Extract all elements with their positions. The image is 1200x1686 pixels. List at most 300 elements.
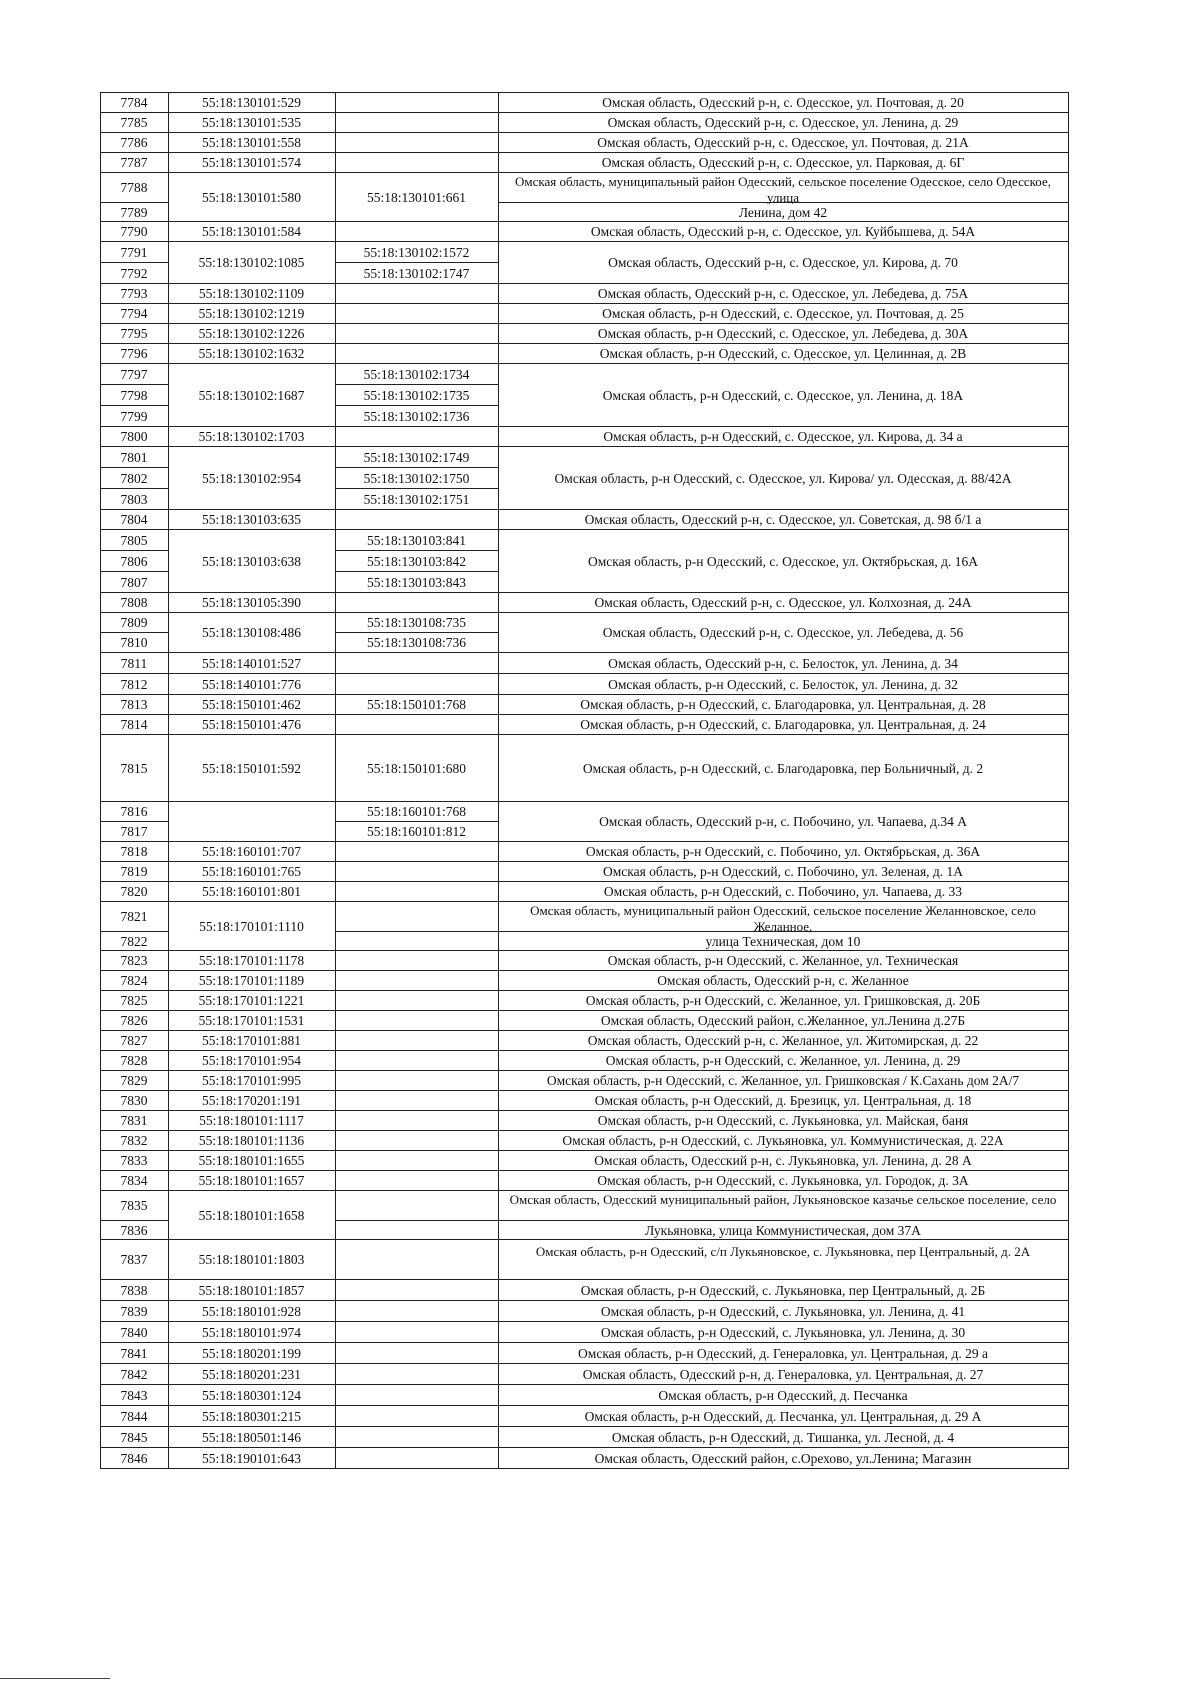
table-row-divider (168, 673, 335, 674)
address: Омская область, Одесский р-н, с. Лукьяновка, ул. Ленина, д. 28 А (594, 1153, 972, 1168)
row-number: 7785 (120, 115, 148, 130)
cadastral-number: 55:18:130102:954 (201, 471, 301, 486)
linked-cadastral-number (337, 429, 496, 445)
table-column-divider (168, 92, 169, 1469)
table-row-divider (335, 632, 498, 633)
table-row-divider (335, 1321, 498, 1322)
table-row-divider (498, 1110, 1068, 1111)
table-column-divider (498, 92, 499, 1469)
linked-cadastral-number (337, 884, 496, 900)
row-number: 7814 (120, 717, 148, 732)
table-row-divider (100, 343, 168, 344)
table-row-divider (100, 1405, 168, 1406)
table-row-divider (498, 861, 1068, 862)
table-row-divider (335, 901, 498, 902)
linked-cadastral-number: 55:18:150101:768 (366, 697, 466, 712)
address: Омская область, р-н Одесский, с. Одесское, ул. Лебедева, д. 30А (597, 326, 969, 341)
table-row-divider (498, 714, 1068, 715)
table-row-divider (100, 950, 168, 951)
linked-cadastral-number (337, 934, 496, 950)
table-row-divider (498, 303, 1068, 304)
table-row-divider (335, 446, 498, 447)
table-row-divider (100, 262, 168, 263)
table-row-divider (335, 673, 498, 674)
address: Омская область, р-н Одесский, с. Белосток, ул. Ленина, д. 32 (608, 677, 958, 692)
table-row-divider (168, 283, 335, 284)
table-row-divider (335, 241, 498, 242)
table-row-divider (100, 734, 168, 735)
table-row-divider (168, 1426, 335, 1427)
table-column-divider (335, 92, 336, 1469)
table-row-divider (168, 1150, 335, 1151)
table-row-divider (168, 990, 335, 991)
table-row-divider (335, 1030, 498, 1031)
table-row-divider (100, 1426, 168, 1427)
address: Омская область, Одесский р-н, с. Желанное (657, 973, 909, 988)
table-row-divider (100, 405, 168, 406)
table-row-divider (335, 283, 498, 284)
table-row-divider (335, 970, 498, 971)
table-row-divider (100, 446, 168, 447)
table-row-divider (498, 1405, 1068, 1406)
row-number: 7810 (120, 635, 148, 650)
table-row-divider (168, 694, 335, 695)
table-row-divider (335, 343, 498, 344)
table-row-divider (498, 950, 1068, 951)
cadastral-number: 55:18:130101:558 (201, 135, 301, 150)
cadastral-number: 55:18:150101:462 (201, 697, 301, 712)
table-row-divider (335, 550, 498, 551)
row-number: 7797 (120, 367, 148, 382)
linked-cadastral-number (337, 595, 496, 611)
cadastral-number: 55:18:160101:801 (201, 884, 301, 899)
table-row-divider (168, 343, 335, 344)
table-row-divider (100, 132, 168, 133)
table-row-divider (168, 132, 335, 133)
row-number: 7795 (120, 326, 148, 341)
address: Омская область, р-н Одесский, с. Лукьяновка, ул. Ленина, д. 41 (600, 1304, 966, 1319)
row-number: 7843 (120, 1388, 148, 1403)
table-row-divider (100, 652, 168, 653)
linked-cadastral-number (337, 1073, 496, 1089)
linked-cadastral-number (337, 1153, 496, 1169)
cadastral-number: 55:18:180101:1657 (198, 1173, 305, 1188)
table-row-divider (168, 1363, 335, 1364)
table-row-divider (335, 1090, 498, 1091)
table-row-divider (100, 1300, 168, 1301)
table-row-divider (100, 1050, 168, 1051)
address: Омская область, р-н Одесский, с/п Лукьяновское, с. Лукьяновка, пер Центральный, д. 2А (535, 1244, 1031, 1259)
table-row-divider (335, 1010, 498, 1011)
table-row-divider (100, 841, 168, 842)
table-row-divider (100, 426, 168, 427)
row-number: 7834 (120, 1173, 148, 1188)
table-row-divider (168, 612, 335, 613)
table-row-divider (498, 990, 1068, 991)
row-number: 7809 (120, 615, 148, 630)
table-row-divider (335, 1342, 498, 1343)
row-number: 7811 (120, 656, 148, 671)
linked-cadastral-number (337, 1252, 496, 1268)
cadastral-number: 55:18:130102:1632 (198, 346, 305, 361)
cadastral-number: 55:18:160101:707 (201, 844, 301, 859)
table-row-divider (100, 1170, 168, 1171)
table-row-divider (498, 1426, 1068, 1427)
cadastral-number: 55:18:150101:476 (201, 717, 301, 732)
table-row-divider (100, 323, 168, 324)
row-number: 7802 (120, 471, 148, 486)
table-row-divider (498, 1070, 1068, 1071)
linked-cadastral-number: 55:18:130108:735 (366, 615, 466, 630)
table-row-divider (335, 841, 498, 842)
table-row-divider (100, 571, 168, 572)
table-row-divider (335, 1363, 498, 1364)
cadastral-number: 55:18:170101:881 (201, 1033, 301, 1048)
cadastral-number: 55:18:180101:1658 (198, 1208, 305, 1223)
row-number: 7819 (120, 864, 148, 879)
row-number: 7821 (120, 909, 148, 924)
table-row-divider (335, 1447, 498, 1448)
linked-cadastral-number: 55:18:130103:843 (366, 575, 466, 590)
row-number: 7807 (120, 575, 148, 590)
row-number: 7812 (120, 677, 148, 692)
table-row-divider (168, 901, 335, 902)
table-column-divider (100, 92, 101, 1469)
address: Омская область, р-н Одесский, с. Желанное, ул. Техническая (607, 953, 959, 968)
cadastral-number: 55:18:180101:1803 (198, 1252, 305, 1267)
linked-cadastral-number (337, 1409, 496, 1425)
linked-cadastral-number (337, 1430, 496, 1446)
table-row-divider (498, 612, 1068, 613)
cadastral-number: 55:18:180201:231 (201, 1367, 301, 1382)
table-row-divider (498, 1342, 1068, 1343)
linked-cadastral-number (337, 1053, 496, 1069)
table-row-divider (168, 801, 335, 802)
linked-cadastral-number (337, 1093, 496, 1109)
table-row-divider (335, 694, 498, 695)
linked-cadastral-number (337, 346, 496, 362)
table-row-divider (335, 1405, 498, 1406)
row-number: 7788 (120, 180, 148, 195)
row-number: 7813 (120, 697, 148, 712)
table-row-divider (498, 1030, 1068, 1031)
cadastral-number: 55:18:170101:995 (201, 1073, 301, 1088)
table-row-divider (498, 841, 1068, 842)
table-row-divider (168, 1239, 335, 1240)
table-row-divider (335, 1170, 498, 1171)
linked-cadastral-number (337, 656, 496, 672)
table-row-divider (100, 1468, 1069, 1469)
address: Омская область, Одесский р-н, с. Одесское, ул. Кирова, д. 70 (608, 255, 958, 270)
linked-cadastral-number: 55:18:130108:736 (366, 635, 466, 650)
table-row-divider (498, 446, 1068, 447)
table-row-divider (168, 1130, 335, 1131)
address: Омская область, р-н Одесский, с. Лукьяновка, пер Центральный, д. 2Б (580, 1283, 986, 1298)
row-number: 7791 (120, 245, 148, 260)
table-row-divider (100, 881, 168, 882)
table-row-divider (498, 241, 1068, 242)
table-row-divider (100, 970, 168, 971)
row-number: 7787 (120, 155, 148, 170)
cadastral-number: 55:18:180101:974 (201, 1325, 301, 1340)
cadastral-number: 55:18:130101:535 (201, 115, 301, 130)
linked-cadastral-number (337, 135, 496, 151)
table-row-divider (100, 1110, 168, 1111)
linked-cadastral-number: 55:18:160101:768 (366, 804, 466, 819)
address: Омская область, р-н Одесский, с. Побочино, ул. Чапаева, д. 33 (603, 884, 963, 899)
linked-cadastral-number (337, 1133, 496, 1149)
address: улица Техническая, дом 10 (705, 934, 861, 949)
cadastral-number: 55:18:180101:1655 (198, 1153, 305, 1168)
table-row-divider (498, 426, 1068, 427)
linked-cadastral-number (337, 864, 496, 880)
table-row-divider (498, 734, 1068, 735)
linked-cadastral-number (337, 1451, 496, 1467)
cadastral-number: 55:18:130101:529 (201, 95, 301, 110)
linked-cadastral-number (337, 1033, 496, 1049)
table-row-divider (100, 1130, 168, 1131)
table-row-divider (100, 1342, 168, 1343)
address: Омская область, р-н Одесский, с. Одесское, ул. Почтовая, д. 25 (602, 306, 964, 321)
row-number: 7796 (120, 346, 148, 361)
table-row-divider (100, 673, 168, 674)
row-number: 7840 (120, 1325, 148, 1340)
table-row-divider (168, 172, 335, 173)
row-number: 7793 (120, 286, 148, 301)
row-number: 7831 (120, 1113, 148, 1128)
table-row-divider (335, 990, 498, 991)
linked-cadastral-number: 55:18:150101:680 (366, 761, 466, 776)
row-number: 7842 (120, 1367, 148, 1382)
row-number: 7816 (120, 804, 148, 819)
table-row-divider (168, 1010, 335, 1011)
row-number: 7828 (120, 1053, 148, 1068)
table-row-divider (168, 861, 335, 862)
table-row-divider (335, 152, 498, 153)
row-number: 7818 (120, 844, 148, 859)
row-number: 7827 (120, 1033, 148, 1048)
table-row-divider (100, 152, 168, 153)
table-row-divider (498, 1300, 1068, 1301)
linked-cadastral-number (337, 286, 496, 302)
table-row-divider (335, 405, 498, 406)
table-row-divider (168, 1300, 335, 1301)
address: Омская область, р-н Одесский, с. Лукьяновка, ул. Городок, д. 3А (597, 1173, 969, 1188)
table-row-divider (168, 1321, 335, 1322)
table-row-divider (100, 801, 168, 802)
address: Омская область, муниципальный район Одесский, сельское поселение Одесское, село Одесское, улица (515, 174, 1051, 204)
cadastral-number: 55:18:140101:776 (201, 677, 301, 692)
row-number: 7792 (120, 266, 148, 281)
cadastral-number: 55:18:180101:1117 (199, 1113, 304, 1128)
cadastral-number: 55:18:130103:635 (201, 512, 301, 527)
table-row-divider (335, 384, 498, 385)
linked-cadastral-number (337, 973, 496, 989)
table-row-divider (100, 509, 168, 510)
table-row-divider (168, 221, 335, 222)
cadastral-number: 55:18:180101:1857 (198, 1283, 305, 1298)
table-row-divider (100, 112, 168, 113)
table-row-divider (168, 323, 335, 324)
row-number: 7820 (120, 884, 148, 899)
table-row-divider (100, 1321, 168, 1322)
table-row-divider (498, 283, 1068, 284)
table-row-divider (498, 1130, 1068, 1131)
table-row-divider (498, 363, 1068, 364)
linked-cadastral-number: 55:18:130101:661 (366, 190, 466, 205)
table-row-divider (335, 467, 498, 468)
linked-cadastral-number: 55:18:130102:1734 (363, 367, 470, 382)
linked-cadastral-number (337, 512, 496, 528)
table-row-divider (335, 1110, 498, 1111)
table-row-divider (498, 694, 1068, 695)
linked-cadastral-number: 55:18:130103:842 (366, 554, 466, 569)
table-row-divider (100, 931, 168, 932)
table-row-divider (498, 1050, 1068, 1051)
address: Омская область, р-н Одесский, с. Одесское, ул. Ленина, д. 18А (602, 388, 964, 403)
linked-cadastral-number (337, 1304, 496, 1320)
linked-cadastral-number (337, 1346, 496, 1362)
row-number: 7823 (120, 953, 148, 968)
table-row-divider (168, 1384, 335, 1385)
linked-cadastral-number (337, 953, 496, 969)
cadastral-number: 55:18:140101:527 (201, 656, 301, 671)
linked-cadastral-number: 55:18:130102:1572 (363, 245, 470, 260)
address: Омская область, р-н Одесский, д. Брезицк, ул. Центральная, д. 18 (594, 1093, 972, 1108)
cadastral-number: 55:18:170101:1189 (198, 973, 305, 988)
table-row-divider (100, 861, 168, 862)
address: Омская область, Одесский муниципальный район, Лукьяновское казачье сельское поселение, село (509, 1192, 1057, 1207)
cadastral-number: 55:18:130103:638 (201, 554, 301, 569)
table-row-divider (335, 1130, 498, 1131)
linked-cadastral-number (337, 677, 496, 693)
row-number: 7799 (120, 409, 148, 424)
address: Омская область, р-н Одесский, с. Желанное, ул. Гришковская, д. 20Б (585, 993, 981, 1008)
table-row-divider (168, 714, 335, 715)
table-row-divider (168, 881, 335, 882)
row-number: 7838 (120, 1283, 148, 1298)
table-row-divider (498, 1090, 1068, 1091)
table-row-divider (100, 172, 168, 173)
table-row-divider (100, 1384, 168, 1385)
table-row-divider (168, 112, 335, 113)
table-row-divider (100, 202, 168, 203)
row-number: 7830 (120, 1093, 148, 1108)
address: Омская область, муниципальный район Одесский, сельское поселение Желанновское, село Желанное, (530, 903, 1036, 933)
cadastral-number: 55:18:160101:765 (201, 864, 301, 879)
linked-cadastral-number: 55:18:130102:1747 (363, 266, 470, 281)
row-number: 7844 (120, 1409, 148, 1424)
address: Омская область, р-н Одесский, с. Одесское, ул. Кирова, д. 34 а (603, 429, 963, 444)
cadastral-number: 55:18:130101:580 (201, 190, 301, 205)
table-row-divider (335, 488, 498, 489)
table-row-divider (100, 303, 168, 304)
table-row-divider (168, 970, 335, 971)
table-row-divider (100, 1447, 168, 1448)
cadastral-number: 55:18:170101:1531 (198, 1013, 305, 1028)
table-row-divider (335, 262, 498, 263)
table-row-divider (168, 446, 335, 447)
row-number: 7835 (120, 1198, 148, 1213)
cadastral-number: 55:18:130101:584 (201, 224, 301, 239)
table-row-divider (498, 221, 1068, 222)
table-row-divider (168, 950, 335, 951)
table-row-divider (335, 801, 498, 802)
table-row-divider (335, 1220, 498, 1221)
table-row-divider (498, 1447, 1068, 1448)
cadastral-number: 55:18:170101:1221 (198, 993, 305, 1008)
cadastral-number: 55:18:180101:928 (201, 1304, 301, 1319)
table-row-divider (335, 881, 498, 882)
address: Омская область, Одесский район, с.Желанное, ул.Ленина д.27Б (600, 1013, 966, 1028)
row-number: 7789 (120, 205, 148, 220)
cadastral-number: 55:18:180201:199 (201, 1346, 301, 1361)
table-row-divider (100, 283, 168, 284)
table-row-divider (168, 1030, 335, 1031)
cadastral-number: 55:18:190101:643 (201, 1451, 301, 1466)
row-number: 7801 (120, 450, 148, 465)
address: Омская область, Одесский р-н, д. Генераловка, ул. Центральная, д. 27 (582, 1367, 984, 1382)
table-row-divider (168, 1090, 335, 1091)
row-number: 7794 (120, 306, 148, 321)
table-row-divider (335, 221, 498, 222)
linked-cadastral-number (337, 115, 496, 131)
table-row-divider (498, 1384, 1068, 1385)
table-row-divider (498, 132, 1068, 133)
row-number: 7824 (120, 973, 148, 988)
table-row-divider (100, 241, 168, 242)
linked-cadastral-number (337, 306, 496, 322)
cadastral-number: 55:18:170201:191 (201, 1093, 301, 1108)
address: Омская область, Одесский р-н, с. Одесское, ул. Куйбышева, д. 54А (590, 224, 976, 239)
table-row-divider (498, 112, 1068, 113)
linked-cadastral-number (337, 1198, 496, 1214)
table-row-divider (100, 92, 1069, 93)
linked-cadastral-number (337, 717, 496, 733)
linked-cadastral-number (337, 993, 496, 1009)
table-row-divider (498, 970, 1068, 971)
row-number: 7833 (120, 1153, 148, 1168)
address: Омская область, Одесский р-н, с. Одесское, ул. Ленина, д. 29 (607, 115, 959, 130)
table-row-divider (100, 1030, 168, 1031)
table-row-divider (168, 592, 335, 593)
linked-cadastral-number (337, 1388, 496, 1404)
address: Омская область, Одесский р-н, с. Одесское, ул. Почтовая, д. 21А (597, 135, 969, 150)
table-row-divider (335, 592, 498, 593)
row-number: 7786 (120, 135, 148, 150)
row-number: 7836 (120, 1223, 148, 1238)
row-number: 7829 (120, 1073, 148, 1088)
cadastral-number: 55:18:130105:390 (201, 595, 301, 610)
row-number: 7846 (120, 1451, 148, 1466)
table-row-divider (100, 612, 168, 613)
table-row-divider (100, 901, 168, 902)
table-row-divider (100, 467, 168, 468)
address: Омская область, р-н Одесский, д. Песчанка (658, 1388, 908, 1403)
address: Омская область, р-н Одесский, с. Желанное, ул. Ленина, д. 29 (605, 1053, 961, 1068)
cadastral-number: 55:18:130108:486 (201, 625, 301, 640)
table-row-divider (335, 1426, 498, 1427)
table-row-divider (335, 426, 498, 427)
table-row-divider (168, 529, 335, 530)
table-row-divider (335, 1190, 498, 1191)
table-row-divider (335, 1050, 498, 1051)
table-row-divider (168, 303, 335, 304)
address: Омская область, Одесский р-н, с. Одесское, ул. Парковая, д. 6Г (601, 155, 965, 170)
table-row-divider (498, 652, 1068, 653)
table-row-divider (100, 990, 168, 991)
table-row-divider (498, 529, 1068, 530)
